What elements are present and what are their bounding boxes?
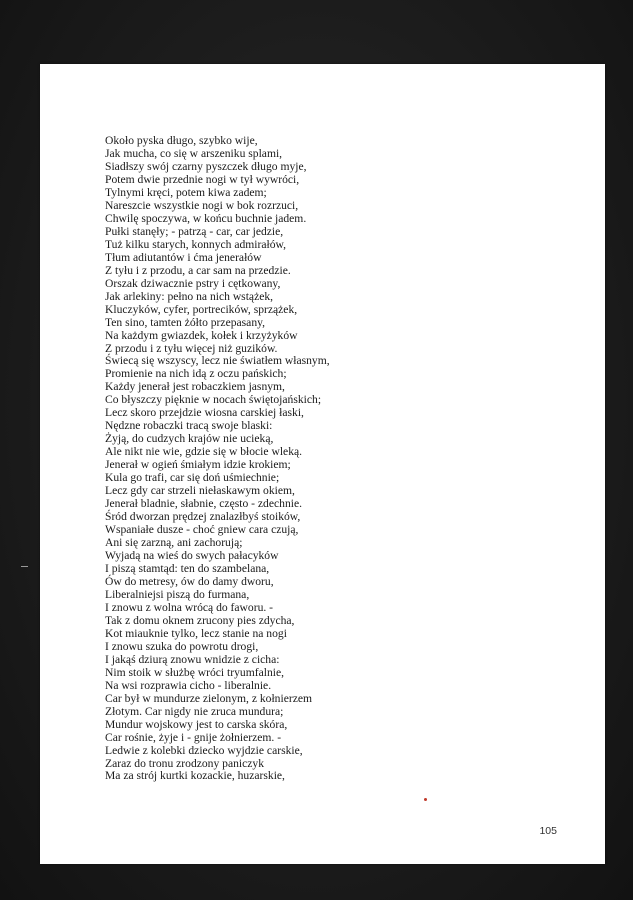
poem-line: Wspaniałe dusze - choć gniew cara czują,: [105, 523, 299, 537]
poem-line: Nędzne robaczki tracą swoje blaski:: [105, 419, 273, 433]
poem-line: Liberalniejsi piszą do furmana,: [105, 587, 250, 601]
document-page: [40, 64, 605, 864]
page-number: 105: [539, 825, 557, 837]
poem-line: I znowu z wolna wrócą do faworu. -: [105, 600, 274, 614]
poem-line: Około pyska długo, szybko wije,: [105, 134, 258, 147]
poem-line: Lecz skoro przejdzie wiosna carskiej łaski,: [105, 406, 304, 420]
poem-line: Kluczyków, cyfer, portrecików, sprzążek,: [105, 302, 298, 316]
poem-line: Tłum adiutantów i ćma jenerałów: [105, 250, 262, 264]
poem-line: Tak z domu oknem zrucony pies zdycha,: [105, 613, 295, 627]
poem-line: Nareszcie wszystkie nogi w bok rozrzuci,: [105, 198, 299, 212]
poem-line: Ani się zarzną, ani zachorują;: [105, 536, 243, 550]
poem-line: I jakąś dziurą znowu wnidzie z cicha:: [105, 652, 280, 666]
poem-line: Ma za strój kurtki kozackie, huzarskie,: [105, 769, 285, 783]
poem-line: Z przodu i z tyłu więcej niż guzików.: [105, 341, 278, 355]
poem-line: Każdy jenerał jest robaczkiem jasnym,: [105, 380, 285, 394]
poem-line: Ów do metresy, ów do damy dworu,: [105, 574, 274, 588]
poem-line: Śród dworzan prędzej znalazłbyś stoików,: [105, 510, 301, 524]
poem-line: Na każdym gwiazdek, kołek i krzyżyków: [105, 328, 298, 342]
poem-line: Zaraz do tronu zrodzony paniczyk: [105, 756, 265, 770]
poem-line: Chwilę spoczywa, w końcu buchnie jadem.: [105, 211, 307, 225]
poem-line: Mundur wojskowy jest to carska skóra,: [105, 717, 288, 731]
poem-line: Potem dwie przednie nogi w tył wywróci,: [105, 172, 300, 186]
poem-line: Lecz gdy car strzeli niełaskawym okiem,: [105, 484, 295, 498]
poem-line: Z tyłu i z przodu, a car sam na przedzie.: [105, 263, 291, 277]
poem-text: [105, 135, 330, 783]
poem-line: Co błyszczy pięknie w nocach świętojańskich;: [105, 393, 322, 407]
poem-line: Żyją, do cudzych krajów nie ucieką,: [105, 432, 274, 446]
poem-line: Świecą się wszyscy, lecz nie światłem własnym,: [105, 354, 330, 368]
poem-line: Siadłszy swój czarny pyszczek długo myje,: [105, 159, 307, 173]
poem-line: Pułki stanęły; - patrzą - car, car jedzie,: [105, 224, 284, 238]
poem-line: Nim stoik w służbę wróci tryumfalnie,: [105, 665, 285, 679]
poem-line: Promienie na nich idą z oczu pańskich;: [105, 367, 287, 381]
poem-line: I piszą stamtąd: ten do szambelana,: [105, 561, 270, 575]
poem-line: Kula go trafi, car się doń uśmiechnie;: [105, 471, 280, 485]
poem-line: Ale nikt nie wie, gdzie się w błocie wleką.: [105, 445, 303, 459]
poem-line: Ledwie z kolebki dziecko wyjdzie carskie,: [105, 743, 303, 757]
poem-line: Wyjadą na wieś do swych pałacyków: [105, 549, 279, 562]
poem-line: Car rośnie, żyje i - gnije żołnierzem. -: [105, 730, 282, 744]
poem-line: Kot miauknie tylko, lecz stanie na nogi: [105, 626, 287, 640]
poem-line: Jenerał w ogień śmiałym idzie krokiem;: [105, 458, 291, 472]
poem-line: Orszak dziwacznie pstry i cętkowany,: [105, 276, 281, 290]
poem-line: Tylnymi kręci, potem kiwa zadem;: [105, 185, 267, 199]
margin-mark: [21, 566, 28, 567]
poem-line: Na wsi rozprawia cicho - liberalnie.: [105, 678, 272, 692]
poem-line: Jak mucha, co się w arszeniku splami,: [105, 146, 283, 160]
poem-line: Jenerał bladnie, słabnie, często - zdechnie.: [105, 497, 303, 511]
red-speck: [424, 798, 427, 801]
poem-line: Car był w mundurze zielonym, z kołnierzem: [105, 691, 313, 705]
poem-line: Ten sino, tamten żółto przepasany,: [105, 315, 266, 329]
poem-line: I znowu szuka do powrotu drogi,: [105, 639, 259, 653]
poem-line: Jak arlekiny: pełno na nich wstążek,: [105, 289, 274, 303]
poem-line: Złotym. Car nigdy nie zruca mundura;: [105, 704, 284, 718]
poem-line: Tuż kilku starych, konnych admirałów,: [105, 237, 287, 251]
